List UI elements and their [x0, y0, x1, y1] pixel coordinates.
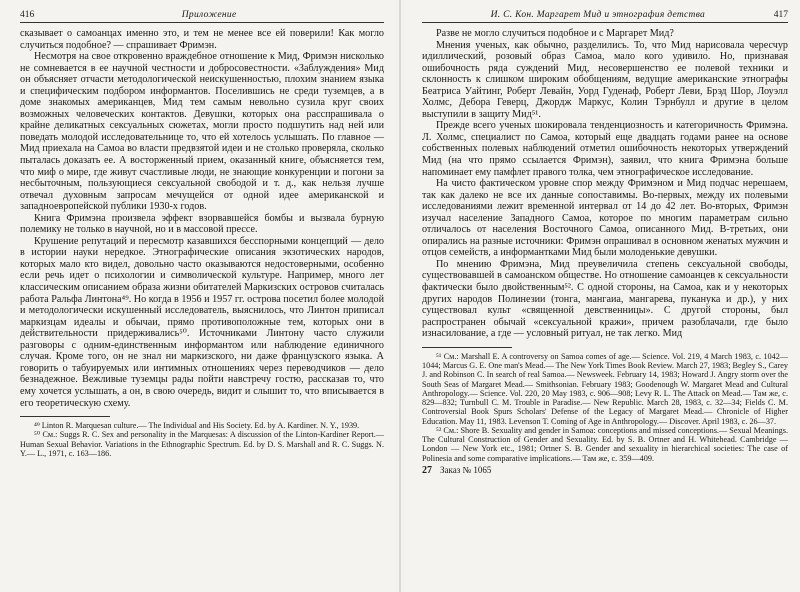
body-text	[20, 28, 384, 409]
running-title: И. С. Кон. Маргарет Мид и этнография детства	[490, 10, 706, 20]
footnote-rule	[422, 347, 512, 348]
page-number: 416	[20, 10, 35, 20]
footnote: ⁵⁰ См.: Suggs R. C. Sex and personality in the Marquesas: A discussion of the Linton-Kardiner Report.— Human Sexual Behavior. Variations in the Ethnographic Spectrum. Ed. by D. S. Marshall and R. C. Suggs. N. Y.— L., 1971, c. 163—186.	[20, 430, 384, 458]
paragraph: Мнения ученых, как обычно, разделились. То, что Мид нарисовала чересчур идиллический, розовый образ Самоа, мало кого удивило. Но, признавая ошибочность ряда суждений Мид, несовершенство ее полевой техники и склонность к слишком широким обобщениям, ведущие американские этнографы Беатриса Уайтинг, Роберт Левайн, Уорд Гуденаф, Роберт Леви, Брэд Шор, Лоуэлл Холмс, Дебора Геверц, Джордж Маркус, Колин Тэрнбулл и другие в целом выступили в защиту Мид⁵¹.	[422, 39, 788, 120]
paragraph: Крушение репутаций и пересмотр казавшихся бесспорными концепций — дело в истории науки нередкое. Этнографические описания экзотических народов, которых мало кто видел, довольно часто оказываются недостоверными, особенно если речь идет о психологии и символической культуре. Например, много лет классическим описанием образа жизни обитателей Маркизских островов считалась работа Ральфа Линтона⁴⁹. Но когда в 1956 и 1957 гг. острова посетил более молодой и методологически искушенный исследователь, выяснилось, что Линтон приписал маркизцам идеалы и обычаи, прямо противоположные тем, которых они в действительности придерживались⁵⁰. Источниками Линтону часто служили разговоры с одним-единственным информантом или наблюдение единичного случая. Кроме того, он не знал ни маркизского, ни даже французского языка. А говорить о табуируемых или интимных отношениях через переводчиков — дело безнадежное. Вежливые туземцы рады пойти навстречу гостю, рассказав то, что ему хочется услышать, а он, в свою очередь, видит и слышит то, что вписывается в его теоретическую схему.	[20, 235, 384, 409]
printer-signature	[422, 465, 788, 476]
right-page	[400, 0, 800, 592]
footnote-rule	[20, 416, 110, 417]
running-title: Приложение	[181, 10, 237, 20]
paragraph: Книга Фримэна произвела эффект взорвавшейся бомбы и вызвала бурную полемику не только в научной, но и в массовой прессе.	[20, 212, 384, 236]
footnotes	[20, 421, 384, 458]
signature-number: 27	[422, 464, 432, 476]
footnote: ⁴⁹ Linton R. Marquesan culture.— The Individual and His Society. Ed. by A. Kardiner. N. Y., 1939.	[34, 421, 360, 431]
page-number: 417	[773, 10, 788, 20]
page-header	[422, 10, 788, 23]
page-header	[20, 10, 384, 23]
paragraph: Прежде всего ученых шокировала тенденциозность и категоричность Фримэна. Л. Холмс, специалист по Самоа, который еще двадцать годами ранее на основе собственных полевых наблюдений отметил ошибочность некоторых утверждений Мид (на что прямо ссылается Фримэн), заявил, что книга Фримэна больше напоминает ему памфлет правого толка, чем этнографическое исследование.	[422, 120, 788, 178]
paragraph: сказывает о самоанцах именно это, и тем не менее все ей поверили! Как могло случиться подобное? — спрашивает Фримэн.	[20, 28, 384, 51]
paragraph: По мнению Фримэна, Мид преувеличила степень сексуальной свободы, существовавшей в самоанском обществе. Но отношение самоанцев к сексуальности фактически было двойственным⁵². С одной стороны, на Самоа, как и у некоторых других народов Полинезии (тонга, мангаиа, мангарева, пуканука и др.), у них существовал культ «священной девственницы». С другой стороны, был распространен обычай «сексуальной кражи», причем разоблачали, где было изнасилование, а где — условный ритуал, не так легко. Мид	[422, 258, 788, 340]
paragraph: Несмотря на свое откровенно враждебное отношение к Мид, Фримэн нисколько не сомневается в ее научной честности и добросовестности. «Заблуждения» Мид он объясняет отчасти методологической неискушенностью, плохим знанием языка и специфическим подбором информантов. Поселившись не среди туземцев, а в доме знакомых американцев, Мид тем самым невольно сузила круг своих возможных человеческих контактов. Девушки, которых она расспрашивала о крайне деликатных сексуальных сюжетах, могли просто подшутить над ней или поведать молодой исследовательнице то, что ей хотелось услышать. По главное — Мид приехала на Самоа во власти предвзятой идеи и не столько проверяла, сколько пыталась доказать ее. А восторженный прием, оказанный книге, объясняется тем, что миф о мире, где живут счастливые люди, не знающие конкуренции и погони за несбыточным, пользующиеся сексуальной свободой и т. д., как нельзя лучше отвечал духовным запросам мечущейся от одной идее американской и западноевропейской публики 1930-х годов.	[20, 51, 384, 213]
paragraph: На чисто фактическом уровне спор между Фримэном и Мид подчас нерешаем, так как далеко не все их данные сопоставимы. Во-первых, между их полевыми исследованиями лежит временной интервал от 14 до 42 лет. Во-вторых, Фримэн изучал население Западного Самоа, которое по многим параметрам сильно отличалось от населения Восточного Самоа, описанного Мид. В-третьих, они опирались на разные источники: Фримэн опрашивал в основном женатых мужчин и отцов семейств, а информантками Мид были молоденькие девушки.	[422, 178, 788, 259]
footnote: ⁵² См.: Shore B. Sexuality and gender in Samoa: conceptions and missed conceptions.— Sexual Meanings. The Cultural Construction of Gender and Sexuality. Ed. by S. B. Ortner and H. Whitehead. Cambridge — London — New York etc., 1981; Ortner S. B. Gender and sexuality in hierarchical societies: The case of Polinesia and some comparative implications.— Там же, c. 359—409.	[422, 425, 788, 463]
paragraph: Разве не могло случиться подобное и с Маргарет Мид?	[436, 28, 674, 39]
footnote: ⁵¹ См.: Marshall E. A controversy on Samoa comes of age.— Science. Vol. 219, 4 March 1983, c. 1042—1044; Marcus G. E. One man's Mead.— The New York Times Book Review. March 27, 1983; Begley S., Carey J. and Robinson C. In search of real Samoa.— Newsweek. February 14, 1983; Howard J. Angry storm over the South Seas of Margaret Mead.— Smithsonian. February 1983; Goodenough W. Margaret Mead and Cultural Anthropology.— Science. Vol. 220, 20 May 1983, c. 906—908; Levy R. L. The Attack on Mead.— Там же, c. 829—832; Turnbull C. M. Trouble in Paradise.— New Republic. March 28, 1983, c. 32—34; Fields C. M. Controversial Book Spurs Scholars' Defense of the Legacy of Margaret Mead.— Chronicle of Higher Education. May 11, 1983. Levenson T. Coming of Age in Anthropology.— Discover. April 1983, c. 26—37.	[422, 351, 789, 426]
footnotes	[422, 352, 788, 463]
body-text	[422, 28, 788, 340]
signature-order: Заказ № 1065	[440, 464, 492, 475]
